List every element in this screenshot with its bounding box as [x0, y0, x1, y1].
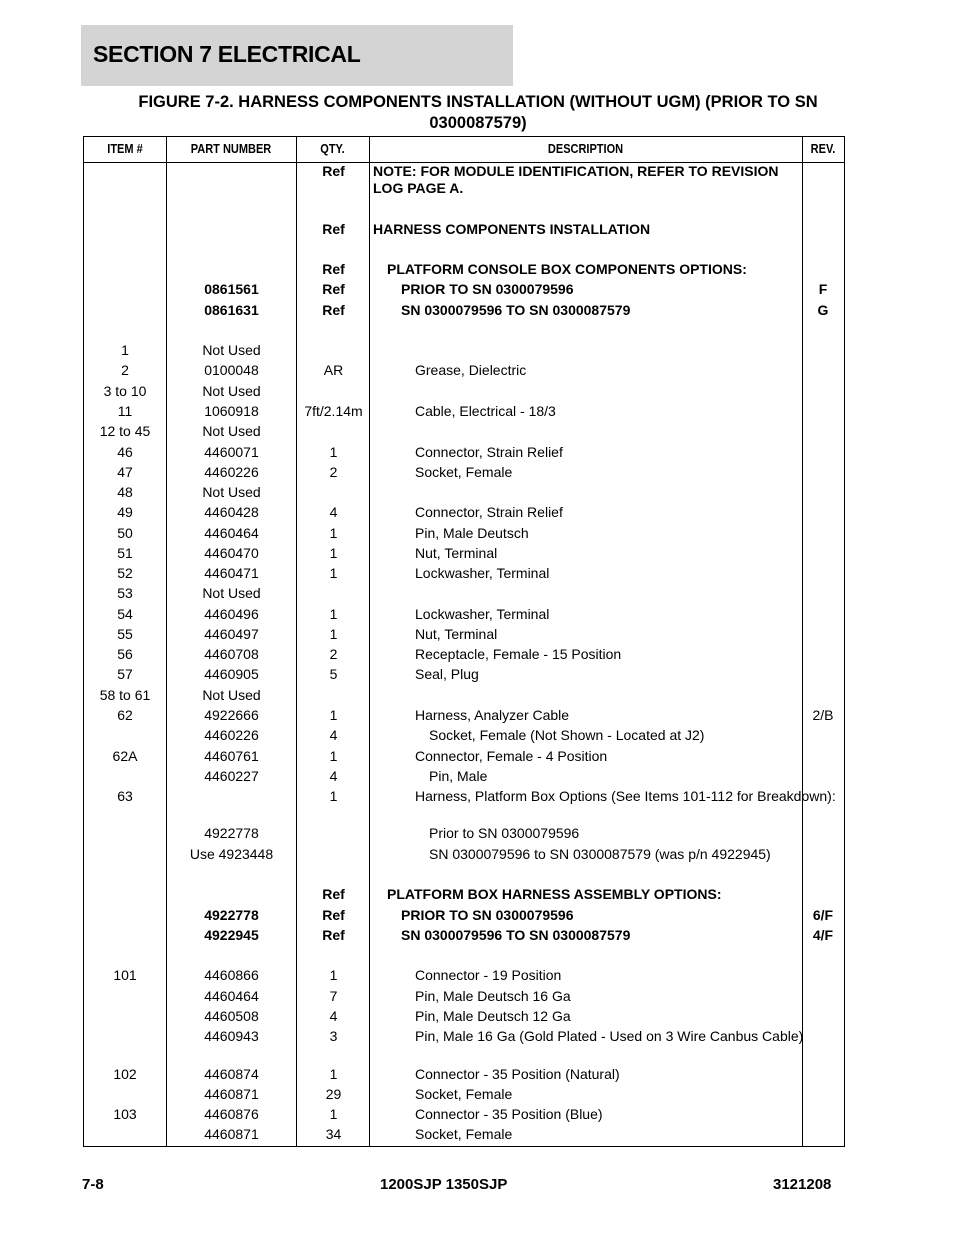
revision-cell: G [817, 302, 829, 318]
figure-title-line-2: 0300087579) [429, 114, 527, 132]
item-number-cell: 62A [112, 748, 138, 764]
description-cell: Connector - 19 Position [415, 967, 562, 983]
quantity-cell: Ref [322, 886, 345, 902]
quantity-cell: 1 [329, 707, 338, 723]
part-number-cell: Not Used [202, 423, 261, 439]
item-number-cell: 57 [117, 666, 133, 682]
description-cell: Seal, Plug [415, 666, 479, 682]
description-cell: PLATFORM BOX HARNESS ASSEMBLY OPTIONS: [387, 886, 722, 902]
revision-cell: 2/B [812, 707, 834, 723]
description-cell: Socket, Female [415, 464, 513, 480]
description-cell: Lockwasher, Terminal [415, 606, 550, 622]
quantity-cell: Ref [322, 163, 345, 179]
quantity-cell: Ref [322, 302, 345, 318]
quantity-cell: 1 [329, 565, 338, 581]
quantity-cell: 1 [329, 1066, 338, 1082]
quantity-cell: 1 [329, 525, 338, 541]
part-number-cell: 4922945 [204, 927, 259, 943]
description-cell: Cable, Electrical - 18/3 [415, 403, 556, 419]
description-cell: Prior to SN 0300079596 [429, 825, 580, 841]
figure-title-line-1: FIGURE 7-2. HARNESS COMPONENTS INSTALLATION (WITHOUT UGM) (PRIOR TO SN [138, 93, 818, 111]
part-number-cell: 4460470 [204, 545, 259, 561]
quantity-cell: 7 [329, 988, 338, 1004]
part-number-cell: 4460874 [204, 1066, 259, 1082]
quantity-cell: 1 [329, 1106, 338, 1122]
quantity-cell: Ref [322, 907, 345, 923]
quantity-cell: 1 [329, 444, 338, 460]
item-number-cell: 55 [117, 626, 133, 642]
part-number-cell: 4460464 [204, 525, 259, 541]
quantity-cell: AR [323, 362, 344, 378]
part-number-cell: Use 4923448 [189, 846, 274, 862]
header-item: ITEM # [107, 142, 143, 156]
description-cell: Receptacle, Female - 15 Position [415, 646, 622, 662]
item-number-cell: 56 [117, 646, 133, 662]
quantity-cell: 7ft/2.14m [304, 403, 363, 419]
item-number-cell: 63 [117, 788, 133, 804]
part-number-cell: Not Used [202, 585, 261, 601]
part-number-cell: 0100048 [204, 362, 259, 378]
item-number-cell: 12 to 45 [99, 423, 151, 439]
item-number-cell: 48 [117, 484, 133, 500]
quantity-cell: 29 [325, 1086, 342, 1102]
description-cell: Nut, Terminal [415, 626, 498, 642]
description-cell: Pin, Male Deutsch 12 Ga [415, 1008, 571, 1024]
item-number-cell: 103 [113, 1106, 137, 1122]
quantity-cell: 1 [329, 626, 338, 642]
part-number-cell: 4460226 [204, 464, 259, 480]
quantity-cell: Ref [322, 261, 345, 277]
quantity-cell: 1 [329, 748, 338, 764]
description-cell: Pin, Male [429, 768, 488, 784]
description-cell: Connector, Strain Relief [415, 444, 563, 460]
description-cell: Connector - 35 Position (Natural) [415, 1066, 620, 1082]
item-number-cell: 11 [117, 403, 133, 419]
part-number-cell: 0861561 [204, 281, 259, 297]
header-part-number: PART NUMBER [190, 142, 272, 156]
description-cell: SN 0300079596 to SN 0300087579 (was p/n 4922945) [429, 846, 771, 862]
part-number-cell: 4460227 [204, 768, 259, 784]
quantity-cell: 1 [329, 545, 338, 561]
description-cell: Connector - 35 Position (Blue) [415, 1106, 603, 1122]
footer-page-number: 7-8 [82, 1176, 104, 1193]
description-cell: NOTE: FOR MODULE IDENTIFICATION, REFER TO REVISION LOG PAGE A. [373, 163, 779, 196]
item-number-cell: 47 [117, 464, 133, 480]
description-cell: PRIOR TO SN 0300079596 [401, 281, 574, 297]
description-cell: Socket, Female (Not Shown - Located at J2) [429, 727, 705, 743]
part-number-cell: 4460497 [204, 626, 259, 642]
section-banner [81, 25, 513, 86]
quantity-cell: Ref [322, 281, 345, 297]
revision-cell: 6/F [812, 907, 834, 923]
quantity-cell: 3 [329, 1028, 338, 1044]
quantity-cell: Ref [322, 221, 345, 237]
quantity-cell: 4 [329, 1008, 338, 1024]
part-number-cell: 4460428 [204, 504, 259, 520]
description-cell: Connector, Female - 4 Position [415, 748, 608, 764]
item-number-cell: 62 [117, 707, 133, 723]
description-cell: SN 0300079596 TO SN 0300087579 [401, 302, 631, 318]
description-cell: SN 0300079596 TO SN 0300087579 [401, 927, 631, 943]
description-cell: Socket, Female [415, 1126, 513, 1142]
item-number-cell: 50 [117, 525, 133, 541]
revision-cell: F [818, 281, 828, 297]
part-number-cell: 4922666 [204, 707, 259, 723]
figure-title [83, 92, 873, 134]
item-number-cell: 101 [113, 967, 137, 983]
part-number-cell: 4460496 [204, 606, 259, 622]
item-number-cell: 1 [121, 342, 129, 358]
description-cell: Grease, Dielectric [415, 362, 527, 378]
description-cell: Pin, Male 16 Ga (Gold Plated - Used on 3 Wire Canbus Cable) [415, 1028, 804, 1044]
item-number-cell: 49 [117, 504, 133, 520]
part-number-cell: 4460761 [204, 748, 259, 764]
part-number-cell: 4460708 [204, 646, 259, 662]
description-cell: Pin, Male Deutsch 16 Ga [415, 988, 571, 1004]
item-number-cell: 53 [117, 585, 133, 601]
part-number-cell: 4460071 [204, 444, 259, 460]
quantity-cell: 4 [329, 504, 338, 520]
item-number-cell: 52 [117, 565, 133, 581]
quantity-cell: 1 [329, 606, 338, 622]
description-cell: PLATFORM CONSOLE BOX COMPONENTS OPTIONS: [387, 261, 747, 277]
description-cell: Pin, Male Deutsch [415, 525, 529, 541]
footer-model: 1200SJP 1350SJP [380, 1176, 508, 1193]
item-number-cell: 3 to 10 [103, 383, 147, 399]
part-number-cell: 4460508 [204, 1008, 259, 1024]
quantity-cell: 1 [329, 788, 338, 804]
quantity-cell: 34 [325, 1126, 342, 1142]
item-number-cell: 58 to 61 [99, 687, 151, 703]
part-number-cell: 0861631 [204, 302, 259, 318]
quantity-cell: 1 [329, 967, 338, 983]
quantity-cell: 2 [329, 646, 338, 662]
description-cell: Lockwasher, Terminal [415, 565, 550, 581]
part-number-cell: 4460226 [204, 727, 259, 743]
part-number-cell: 4922778 [204, 825, 259, 841]
description-cell: Nut, Terminal [415, 545, 498, 561]
part-number-cell: Not Used [202, 484, 261, 500]
description-cell: HARNESS COMPONENTS INSTALLATION [373, 221, 651, 237]
item-number-cell: 46 [117, 444, 133, 460]
part-number-cell: 4460876 [204, 1106, 259, 1122]
part-number-cell: 4460464 [204, 988, 259, 1004]
part-number-cell: 4460866 [204, 967, 259, 983]
item-number-cell: 51 [117, 545, 133, 561]
part-number-cell: 1060918 [204, 403, 259, 419]
header-qty: QTY. [320, 142, 345, 156]
part-number-cell: 4460905 [204, 666, 259, 682]
part-number-cell: 4460471 [204, 565, 259, 581]
item-number-cell: 102 [113, 1066, 137, 1082]
parts-table [83, 136, 845, 1147]
part-number-cell: 4922778 [204, 907, 259, 923]
header-description: DESCRIPTION [547, 142, 624, 156]
part-number-cell: Not Used [202, 342, 261, 358]
description-cell: Harness, Platform Box Options (See Items 101-112 for Breakdown): [415, 788, 836, 804]
part-number-cell: Not Used [202, 383, 261, 399]
footer-doc-number: 3121208 [773, 1176, 832, 1193]
part-number-cell: Not Used [202, 687, 261, 703]
quantity-cell: 2 [329, 464, 338, 480]
part-number-cell: 4460871 [204, 1086, 259, 1102]
section-title: SECTION 7 ELECTRICAL [93, 41, 361, 67]
quantity-cell: 4 [329, 768, 338, 784]
item-number-cell: 54 [117, 606, 133, 622]
description-cell: Harness, Analyzer Cable [415, 707, 570, 723]
description-cell: PRIOR TO SN 0300079596 [401, 907, 574, 923]
quantity-cell: 4 [329, 727, 338, 743]
description-cell: Socket, Female [415, 1086, 513, 1102]
part-number-cell: 4460871 [204, 1126, 259, 1142]
quantity-cell: 5 [329, 666, 338, 682]
item-number-cell: 2 [121, 362, 129, 378]
revision-cell: 4/F [812, 927, 834, 943]
part-number-cell: 4460943 [204, 1028, 259, 1044]
description-cell: Connector, Strain Relief [415, 504, 563, 520]
header-rev: REV. [810, 142, 836, 156]
quantity-cell: Ref [322, 927, 345, 943]
